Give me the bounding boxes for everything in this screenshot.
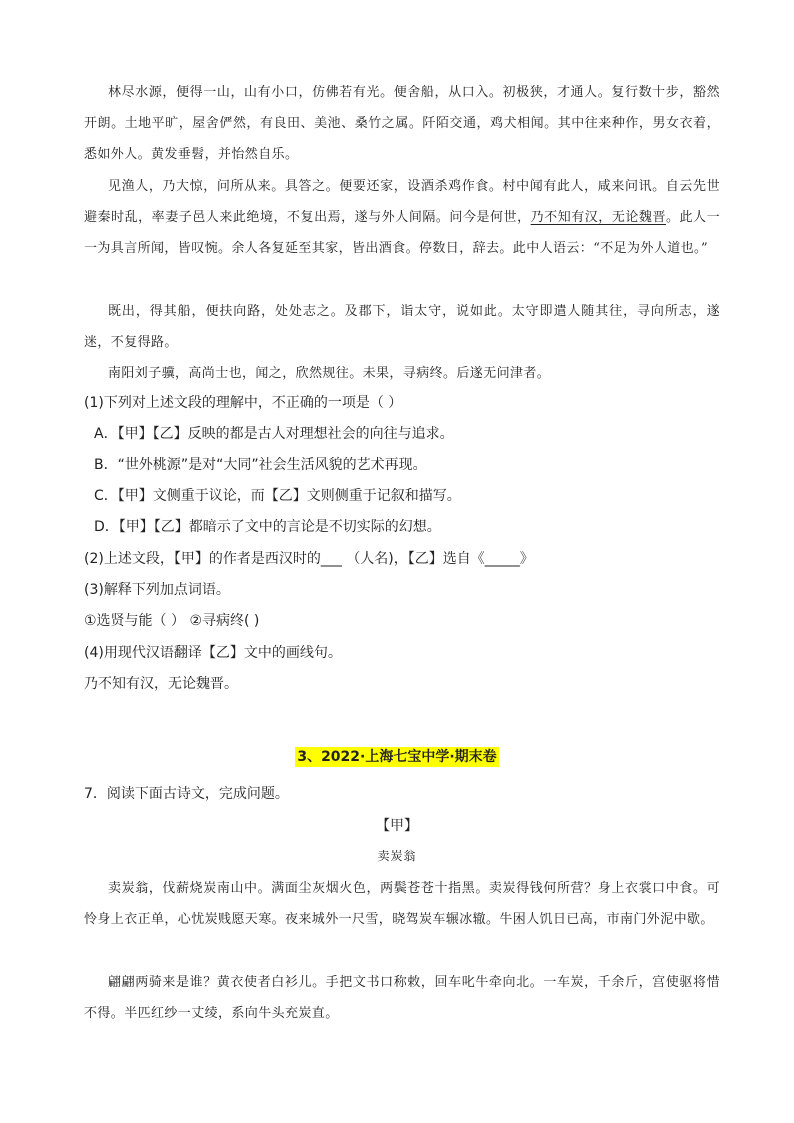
poem-paragraph-1: 卖炭翁，伐薪烧炭南山中。满面尘灰烟火色，两鬓苍苍十指黑。卖炭得钱何所营？身上衣裳口中食。可怜身上衣正单，心忧炭贱愿天寒。夜来城外一尺雪，晓驾炭车辗冰辙。牛困人饥日已高，市南门外泥中歇。 — [84, 881, 720, 927]
passage-paragraph-2 — [84, 171, 720, 264]
question-1-option-b: B．“世外桃源”是对“大同”社会生活风貌的艺术再现。 — [94, 457, 427, 473]
question-4: (4)用现代汉语翻译【乙】文中的画线句。 — [84, 645, 342, 661]
passage-paragraph-3: 既出，得其船，便扶向路，处处志之。及郡下，诣太守，说如此。太守即遣人随其往，寻向所志，遂迷，不复得路。 — [84, 304, 720, 350]
question-1-option-d: D．【甲】【乙】都暗示了文中的言论是不切实际的幻想。 — [94, 519, 441, 535]
passage-paragraph-2-start: 见渔人，乃大惊，问所从来。具答之。便要还家，设酒杀鸡作食。村中闻有此人，咸来问讯。自云先世避秦时乱，率妻子邑人来此绝境，不复出焉，遂与外人间隔。问今是何世， — [84, 179, 720, 225]
passage-paragraph-1: 林尽水源，便得一山，山有小口，仿佛若有光。便舍船，从口入。初极狭，才通人。复行数十步，豁然开朗。土地平旷，屋舍俨然，有良田、美池、桑竹之属。阡陌交通，鸡犬相闻。其中往来种作，男女衣着，悉如外人。黄发垂髫，并怡然自乐。 — [84, 85, 720, 162]
question-3-items: ①选贤与能（ ） ②寻病终( ) — [84, 613, 260, 629]
passage-paragraph-2-end: 。此人一一为具言所闻，皆叹惋。余人各复延至其家，皆出酒食。停数日，辞去。此中人语云：“不足为外人道也。” — [84, 210, 720, 256]
poem-paragraph-2: 翩翩两骑来是谁？黄衣使者白衫儿。手把文书口称敕，回车叱牛牵向北。一车炭，千余斤，宫使驱将惜不得。半匹红纱一丈绫，系向牛头充炭直。 — [84, 975, 720, 1021]
underlined-sentence: 乃不知有汉，无论魏晋 — [530, 210, 666, 225]
question-3: (3)解释下列加点词语。 — [84, 582, 230, 598]
question-4-sentence: 乃不知有汉，无论魏晋。 — [84, 676, 238, 692]
question-1: (1)下列对上述文段的理解中，不正确的一项是（ ） — [84, 395, 403, 411]
question-1-option-c: C．【甲】文侧重于议论，而【乙】文则侧重于记叙和描写。 — [94, 488, 461, 504]
poem-label: 【甲】 — [376, 818, 418, 834]
question-1-option-a: A．【甲】【乙】反映的都是古人对理想社会的向往与追求。 — [94, 426, 454, 442]
poem-title: 卖炭翁 — [377, 849, 417, 863]
question-2: (2)上述文段，【甲】的作者是西汉时的___ （人名)，【乙】选自《_____》 — [84, 551, 534, 567]
question-7-intro: 7．阅读下面古诗文，完成问题。 — [84, 786, 289, 802]
passage-paragraph-4: 南阳刘子骥，高尚士也，闻之，欣然规往。未果，寻病终。后遂无问津者。 — [108, 366, 551, 381]
section-title-text: 3、2022·上海七宝中学·期末卷 — [297, 749, 497, 765]
section-title — [0, 746, 794, 766]
